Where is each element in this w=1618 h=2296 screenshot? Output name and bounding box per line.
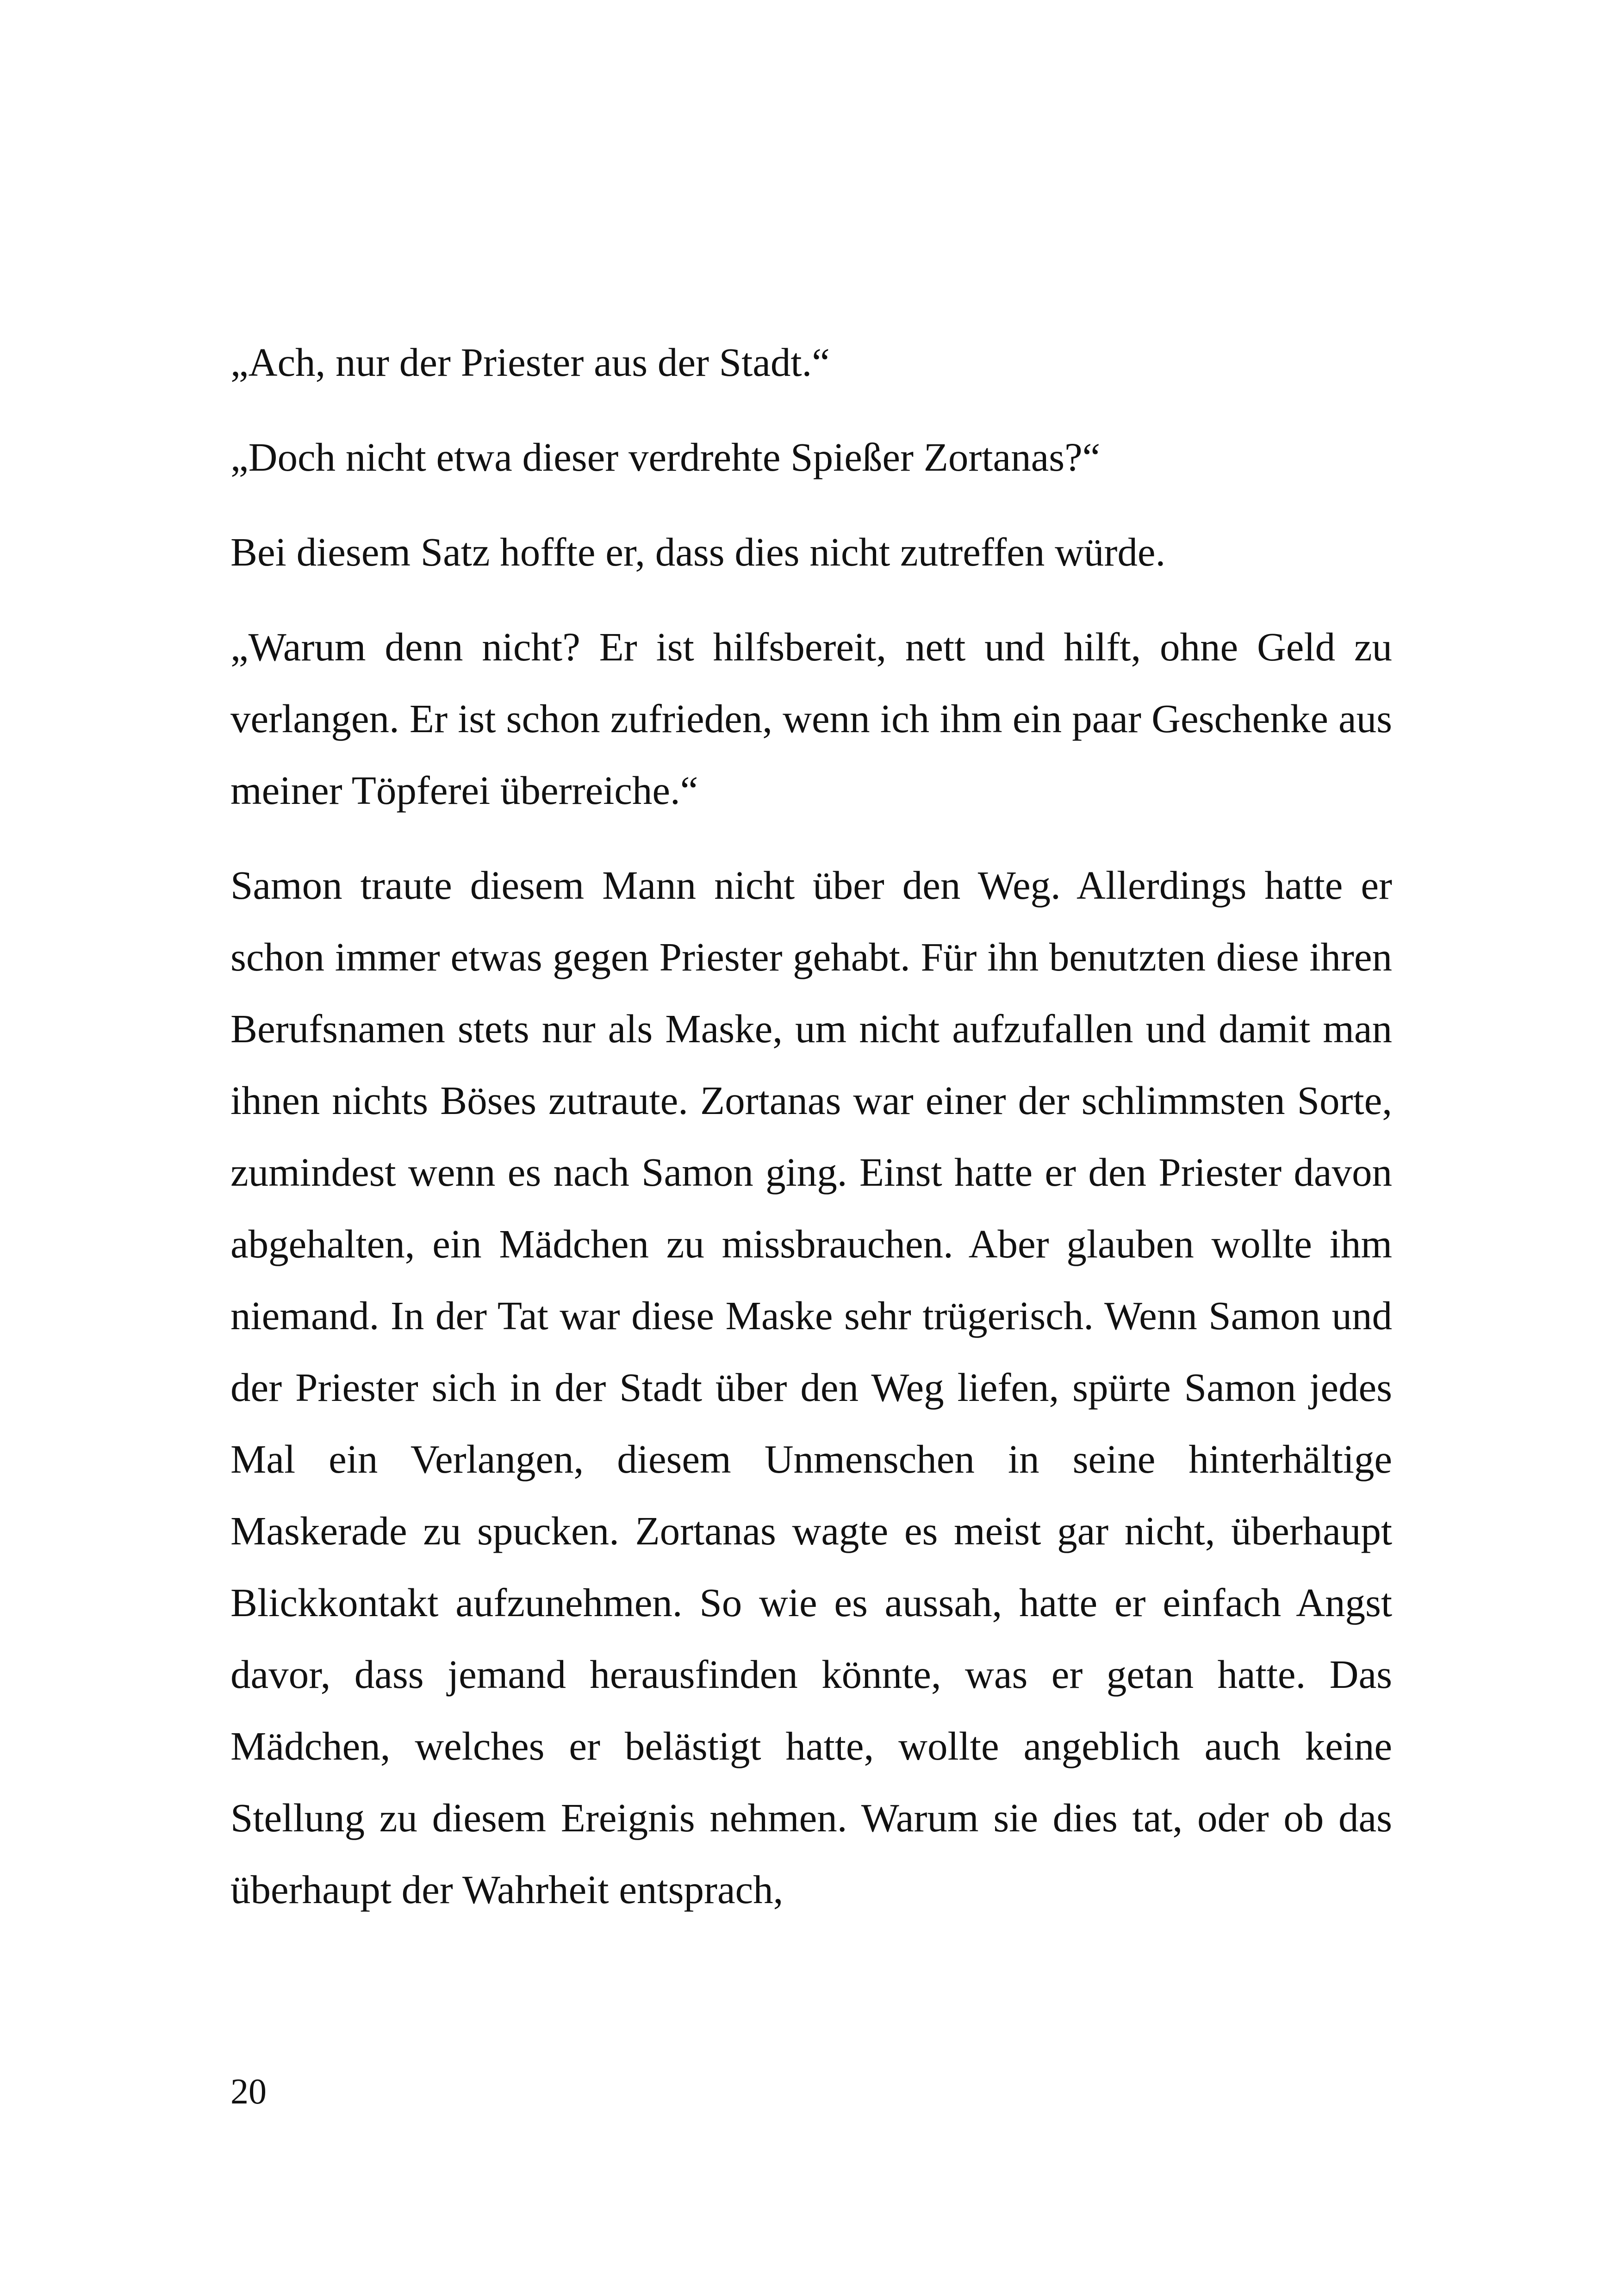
dialogue-paragraph-3: „Warum denn nicht? Er ist hilfsbereit, nett und hilft, ohne Geld zu verlangen. Er ist schon zufrieden, wenn ich ihm ein paar Geschenke aus meiner Töpferei überreiche.“ [230,624,1392,813]
dialogue-paragraph-2: „Doch nicht etwa dieser verdrehte Spießer Zortanas?“ [230,435,1101,479]
narration-paragraph-2: Samon traute diesem Mann nicht über den Weg. Allerdings hatte er schon immer etwas gegen Priester gehabt. Für ihn benutzten diese ihren Berufsnamen stets nur als Maske, um nicht aufzufallen und damit man ihnen nichts Böses zutraute. Zortanas war einer der schlimmsten Sorte, zumindest wenn es nach Samon ging. Einst hatte er den Priester davon abgehalten, ein Mädchen zu missbrauchen. Aber glauben wollte ihm niemand. In der Tat war diese Maske sehr trügerisch. Wenn Samon und der Priester sich in der Stadt über den Weg liefen, spürte Samon jedes Mal ein Verlangen, diesem Unmenschen in seine hinterhältige Maskerade zu spucken. Zortanas wagte es meist gar nicht, überhaupt Blickkontakt aufzunehmen. So wie es aussah, hatte er einfach Angst davor, dass jemand herausfinden könnte, was er getan hatte. Das Mädchen, welches er belästigt hatte, wollte angeblich auch keine Stellung zu diesem Ereignis nehmen. Warum sie dies tat, oder ob das überhaupt der Wahrheit entsprach, [230,863,1392,1912]
page-number: 20 [230,2071,267,2111]
dialogue-paragraph-1: „Ach, nur der Priester aus der Stadt.“ [230,340,830,385]
body-text [230,326,1392,1948]
narration-paragraph-1: Bei diesem Satz hoffte er, dass dies nicht zutreffen würde. [230,529,1166,574]
